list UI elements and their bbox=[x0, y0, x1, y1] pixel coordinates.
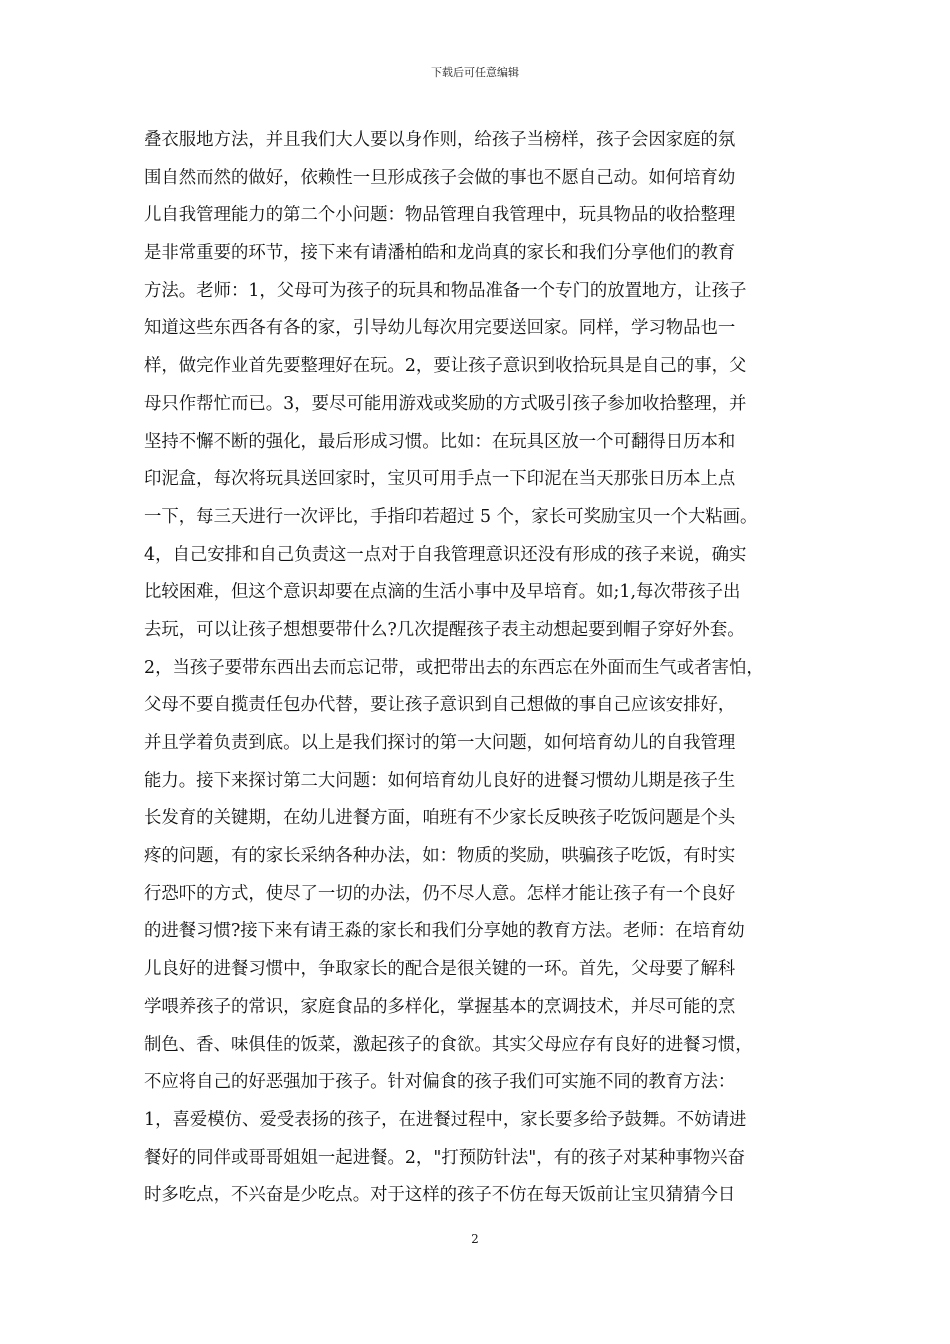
text-line: 疼的问题，有的家长采纳各种办法，如：物质的奖励，哄骗孩子吃饭，有时实 bbox=[144, 846, 736, 867]
text-line: 围自然而然的做好，依赖性一旦形成孩子会做的事也不愿自己动。如何培育幼 bbox=[144, 167, 736, 188]
text-line: 知道这些东西各有各的家，引导幼儿每次用完要送回家。同样，学习物品也一 bbox=[144, 318, 736, 339]
text-line: 时多吃点，不兴奋是少吃点。对于这样的孩子不仿在每天饭前让宝贝猜猜今日 bbox=[144, 1185, 736, 1206]
text-line: 不应将自己的好恶强加于孩子。针对偏食的孩子我们可实施不同的教育方法： bbox=[144, 1072, 736, 1093]
text-line: 印泥盒，每次将玩具送回家时，宝贝可用手点一下印泥在当天那张日历本上点 bbox=[144, 469, 736, 490]
text-line: 父母不要自揽责任包办代替，要让孩子意识到自己想做的事自己应该安排好， bbox=[144, 695, 736, 716]
text-line: 方法。老师：1，父母可为孩子的玩具和物品准备一个专门的放置地方，让孩子 bbox=[144, 280, 747, 301]
text-line: 长发育的关键期，在幼儿进餐方面，咱班有不少家长反映孩子吃饭问题是个头 bbox=[144, 808, 736, 829]
text-line: 样，做完作业首先要整理好在玩。2，要让孩子意识到收拾玩具是自己的事，父 bbox=[144, 356, 747, 377]
text-line: 的进餐习惯?接下来有请王淼的家长和我们分享她的教育方法。老师：在培育幼 bbox=[144, 921, 745, 942]
text-line: 2，当孩子要带东西出去而忘记带，或把带出去的东西忘在外面而生气或者害怕， bbox=[144, 657, 764, 678]
text-line: 是非常重要的环节，接下来有请潘柏皓和龙尚真的家长和我们分享他们的教育 bbox=[144, 243, 736, 264]
text-line: 比较困难，但这个意识却要在点滴的生活小事中及早培育。如;1,每次带孩子出 bbox=[144, 582, 741, 603]
text-line: 制色、香、味俱佳的饭菜，激起孩子的食欲。其实父母应存有良好的进餐习惯， bbox=[144, 1034, 753, 1055]
text-line: 母只作帮忙而已。3，要尽可能用游戏或奖励的方式吸引孩子参加收拾整理，并 bbox=[144, 393, 747, 414]
text-line: 儿自我管理能力的第二个小问题：物品管理自我管理中，玩具物品的收拾整理 bbox=[144, 205, 736, 226]
text-line: 叠衣服地方法，并且我们大人要以身作则，给孩子当榜样，孩子会因家庭的氛 bbox=[144, 130, 736, 150]
text-line: 去玩，可以让孩子想想要带什么?几次提醒孩子表主动想起要到帽子穿好外套。 bbox=[144, 619, 745, 640]
text-line: 1，喜爱模仿、爱受表扬的孩子，在进餐过程中，家长要多给予鼓舞。不妨请进 bbox=[144, 1109, 747, 1130]
text-line: 学喂养孩子的常识，家庭食品的多样化，掌握基本的烹调技术，并尽可能的烹 bbox=[144, 996, 736, 1017]
page-header: 下载后可任意编辑 bbox=[431, 66, 519, 79]
text-line: 儿良好的进餐习惯中，争取家长的配合是很关键的一环。首先，父母要了解科 bbox=[144, 959, 736, 980]
document-body bbox=[144, 122, 812, 1215]
text-line: 坚持不懈不断的强化，最后形成习惯。比如：在玩具区放一个可翻得日历本和 bbox=[144, 431, 736, 452]
text-line: 一下，每三天进行一次评比，手指印若超过 5 个，家长可奖励宝贝一个大粘画。 bbox=[144, 506, 758, 527]
text-line: 4，自己安排和自己负责这一点对于自我管理意识还没有形成的孩子来说，确实 bbox=[144, 544, 747, 565]
text-line: 能力。接下来探讨第二大问题：如何培育幼儿良好的进餐习惯幼儿期是孩子生 bbox=[144, 770, 736, 791]
text-line: 行恐吓的方式，使尽了一切的办法，仍不尽人意。怎样才能让孩子有一个良好 bbox=[144, 883, 736, 904]
page-number: 2 bbox=[471, 1232, 479, 1246]
text-line: 餐好的同伴或哥哥姐姐一起进餐。2，"打预防针法"，有的孩子对某种事物兴奋 bbox=[144, 1147, 745, 1168]
text-line: 并且学着负责到底。以上是我们探讨的第一大问题，如何培育幼儿的自我管理 bbox=[144, 733, 736, 753]
